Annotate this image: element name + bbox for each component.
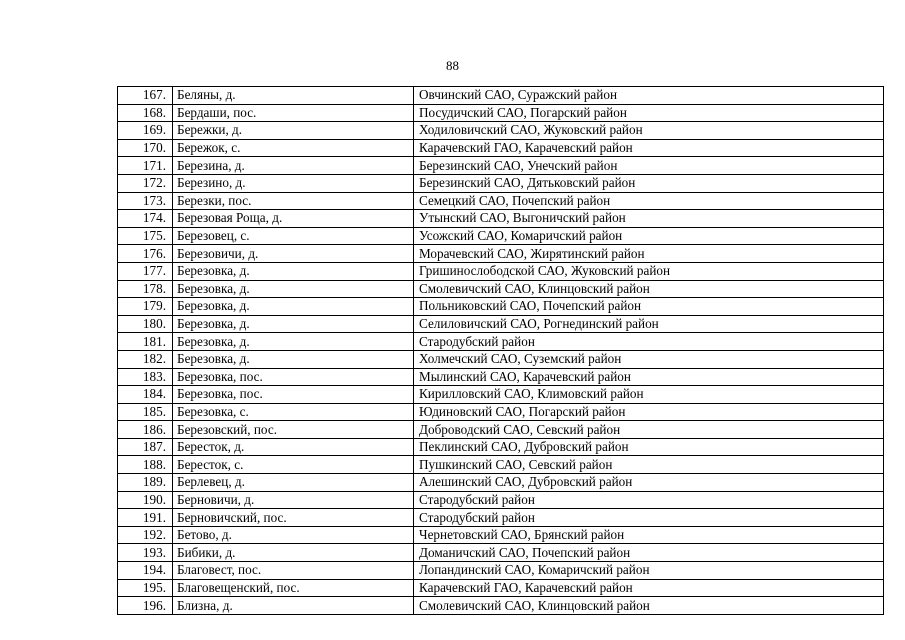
- row-number-cell: 187.: [118, 438, 173, 456]
- table-row: [118, 192, 884, 210]
- district-cell: Посудичский САО, Погарский район: [414, 104, 884, 122]
- row-number-cell: 175.: [118, 227, 173, 245]
- row-number-cell: 171.: [118, 157, 173, 175]
- settlement-name-cell: Близна, д.: [173, 597, 414, 615]
- settlement-name-cell: Бересток, с.: [173, 456, 414, 474]
- district-cell: Утынский САО, Выгоничский район: [414, 210, 884, 228]
- settlement-name-cell: Бибики, д.: [173, 544, 414, 562]
- district-cell: Пушкинский САО, Севский район: [414, 456, 884, 474]
- table-row: [118, 227, 884, 245]
- table-row: [118, 509, 884, 527]
- settlement-name-cell: Бердаши, пос.: [173, 104, 414, 122]
- table-row: [118, 474, 884, 492]
- row-number-cell: 195.: [118, 579, 173, 597]
- settlement-name-cell: Бережки, д.: [173, 122, 414, 140]
- district-cell: Семецкий САО, Почепский район: [414, 192, 884, 210]
- table-row: [118, 122, 884, 140]
- row-number-cell: 167.: [118, 87, 173, 105]
- row-number-cell: 190.: [118, 491, 173, 509]
- settlement-name-cell: Бересток, д.: [173, 438, 414, 456]
- district-cell: Карачевский ГАО, Карачевский район: [414, 139, 884, 157]
- table-row: [118, 403, 884, 421]
- row-number-cell: 189.: [118, 474, 173, 492]
- row-number-cell: 170.: [118, 139, 173, 157]
- table-row: [118, 456, 884, 474]
- settlement-name-cell: Бетово, д.: [173, 526, 414, 544]
- settlement-name-cell: Березовичи, д.: [173, 245, 414, 263]
- district-cell: Стародубский район: [414, 491, 884, 509]
- row-number-cell: 176.: [118, 245, 173, 263]
- district-cell: Юдиновский САО, Погарский район: [414, 403, 884, 421]
- settlement-name-cell: Березовский, пос.: [173, 421, 414, 439]
- table-row: [118, 333, 884, 351]
- district-cell: Алешинский САО, Дубровский район: [414, 474, 884, 492]
- table-row: [118, 438, 884, 456]
- district-cell: Березинский САО, Унечский район: [414, 157, 884, 175]
- row-number-cell: 183.: [118, 368, 173, 386]
- district-cell: Польниковский САО, Почепский район: [414, 298, 884, 316]
- district-cell: Смолевичский САО, Клинцовский район: [414, 597, 884, 615]
- settlements-table: [117, 86, 884, 615]
- district-cell: Стародубский район: [414, 333, 884, 351]
- row-number-cell: 174.: [118, 210, 173, 228]
- row-number-cell: 178.: [118, 280, 173, 298]
- district-cell: Селиловичский САО, Рогнединский район: [414, 315, 884, 333]
- row-number-cell: 188.: [118, 456, 173, 474]
- table-row: [118, 491, 884, 509]
- table-row: [118, 174, 884, 192]
- district-cell: Мылинский САО, Карачевский район: [414, 368, 884, 386]
- district-cell: Гришинослободской САО, Жуковский район: [414, 262, 884, 280]
- table-row: [118, 315, 884, 333]
- row-number-cell: 180.: [118, 315, 173, 333]
- settlement-name-cell: Березовка, д.: [173, 315, 414, 333]
- row-number-cell: 182.: [118, 350, 173, 368]
- settlement-name-cell: Березино, д.: [173, 174, 414, 192]
- settlement-name-cell: Березки, пос.: [173, 192, 414, 210]
- district-cell: Березинский САО, Дятьковский район: [414, 174, 884, 192]
- settlement-name-cell: Березовка, д.: [173, 280, 414, 298]
- table-row: [118, 87, 884, 105]
- page-number: 88: [446, 58, 459, 73]
- district-cell: Овчинский САО, Суражский район: [414, 87, 884, 105]
- row-number-cell: 191.: [118, 509, 173, 527]
- district-cell: Ходиловичский САО, Жуковский район: [414, 122, 884, 140]
- table-row: [118, 597, 884, 615]
- table-row: [118, 210, 884, 228]
- settlement-name-cell: Бережок, с.: [173, 139, 414, 157]
- row-number-cell: 193.: [118, 544, 173, 562]
- settlement-name-cell: Березина, д.: [173, 157, 414, 175]
- table-row: [118, 350, 884, 368]
- table-row: [118, 386, 884, 404]
- table-row: [118, 368, 884, 386]
- district-cell: Холмечский САО, Суземский район: [414, 350, 884, 368]
- settlements-table-body: [118, 87, 884, 615]
- row-number-cell: 168.: [118, 104, 173, 122]
- table-row: [118, 262, 884, 280]
- row-number-cell: 179.: [118, 298, 173, 316]
- table-row: [118, 544, 884, 562]
- settlement-name-cell: Березовка, пос.: [173, 386, 414, 404]
- row-number-cell: 196.: [118, 597, 173, 615]
- district-cell: Морачевский САО, Жирятинский район: [414, 245, 884, 263]
- settlement-name-cell: Березовец, с.: [173, 227, 414, 245]
- settlement-name-cell: Благовещенский, пос.: [173, 579, 414, 597]
- table-row: [118, 245, 884, 263]
- district-cell: Смолевичский САО, Клинцовский район: [414, 280, 884, 298]
- settlement-name-cell: Благовест, пос.: [173, 562, 414, 580]
- row-number-cell: 181.: [118, 333, 173, 351]
- row-number-cell: 185.: [118, 403, 173, 421]
- row-number-cell: 192.: [118, 526, 173, 544]
- settlement-name-cell: Березовка, пос.: [173, 368, 414, 386]
- district-cell: Кирилловский САО, Климовский район: [414, 386, 884, 404]
- row-number-cell: 186.: [118, 421, 173, 439]
- district-cell: Усожский САО, Комаричский район: [414, 227, 884, 245]
- settlement-name-cell: Березовка, д.: [173, 333, 414, 351]
- table-row: [118, 104, 884, 122]
- row-number-cell: 172.: [118, 174, 173, 192]
- settlement-name-cell: Берновичи, д.: [173, 491, 414, 509]
- settlement-name-cell: Березовка, д.: [173, 298, 414, 316]
- settlement-name-cell: Березовая Роща, д.: [173, 210, 414, 228]
- row-number-cell: 177.: [118, 262, 173, 280]
- district-cell: Доброводский САО, Севский район: [414, 421, 884, 439]
- settlement-name-cell: Березовка, д.: [173, 262, 414, 280]
- table-row: [118, 298, 884, 316]
- table-row: [118, 280, 884, 298]
- settlement-name-cell: Березовка, д.: [173, 350, 414, 368]
- district-cell: Пеклинский САО, Дубровский район: [414, 438, 884, 456]
- row-number-cell: 194.: [118, 562, 173, 580]
- row-number-cell: 173.: [118, 192, 173, 210]
- settlement-name-cell: Беляны, д.: [173, 87, 414, 105]
- district-cell: Стародубский район: [414, 509, 884, 527]
- table-row: [118, 526, 884, 544]
- settlement-name-cell: Берновичский, пос.: [173, 509, 414, 527]
- district-cell: Карачевский ГАО, Карачевский район: [414, 579, 884, 597]
- table-row: [118, 562, 884, 580]
- table-row: [118, 139, 884, 157]
- table-row: [118, 157, 884, 175]
- table-row: [118, 579, 884, 597]
- district-cell: Доманичский САО, Почепский район: [414, 544, 884, 562]
- settlement-name-cell: Березовка, с.: [173, 403, 414, 421]
- district-cell: Лопандинский САО, Комаричский район: [414, 562, 884, 580]
- district-cell: Чернетовский САО, Брянский район: [414, 526, 884, 544]
- settlement-name-cell: Берлевец, д.: [173, 474, 414, 492]
- row-number-cell: 184.: [118, 386, 173, 404]
- table-row: [118, 421, 884, 439]
- row-number-cell: 169.: [118, 122, 173, 140]
